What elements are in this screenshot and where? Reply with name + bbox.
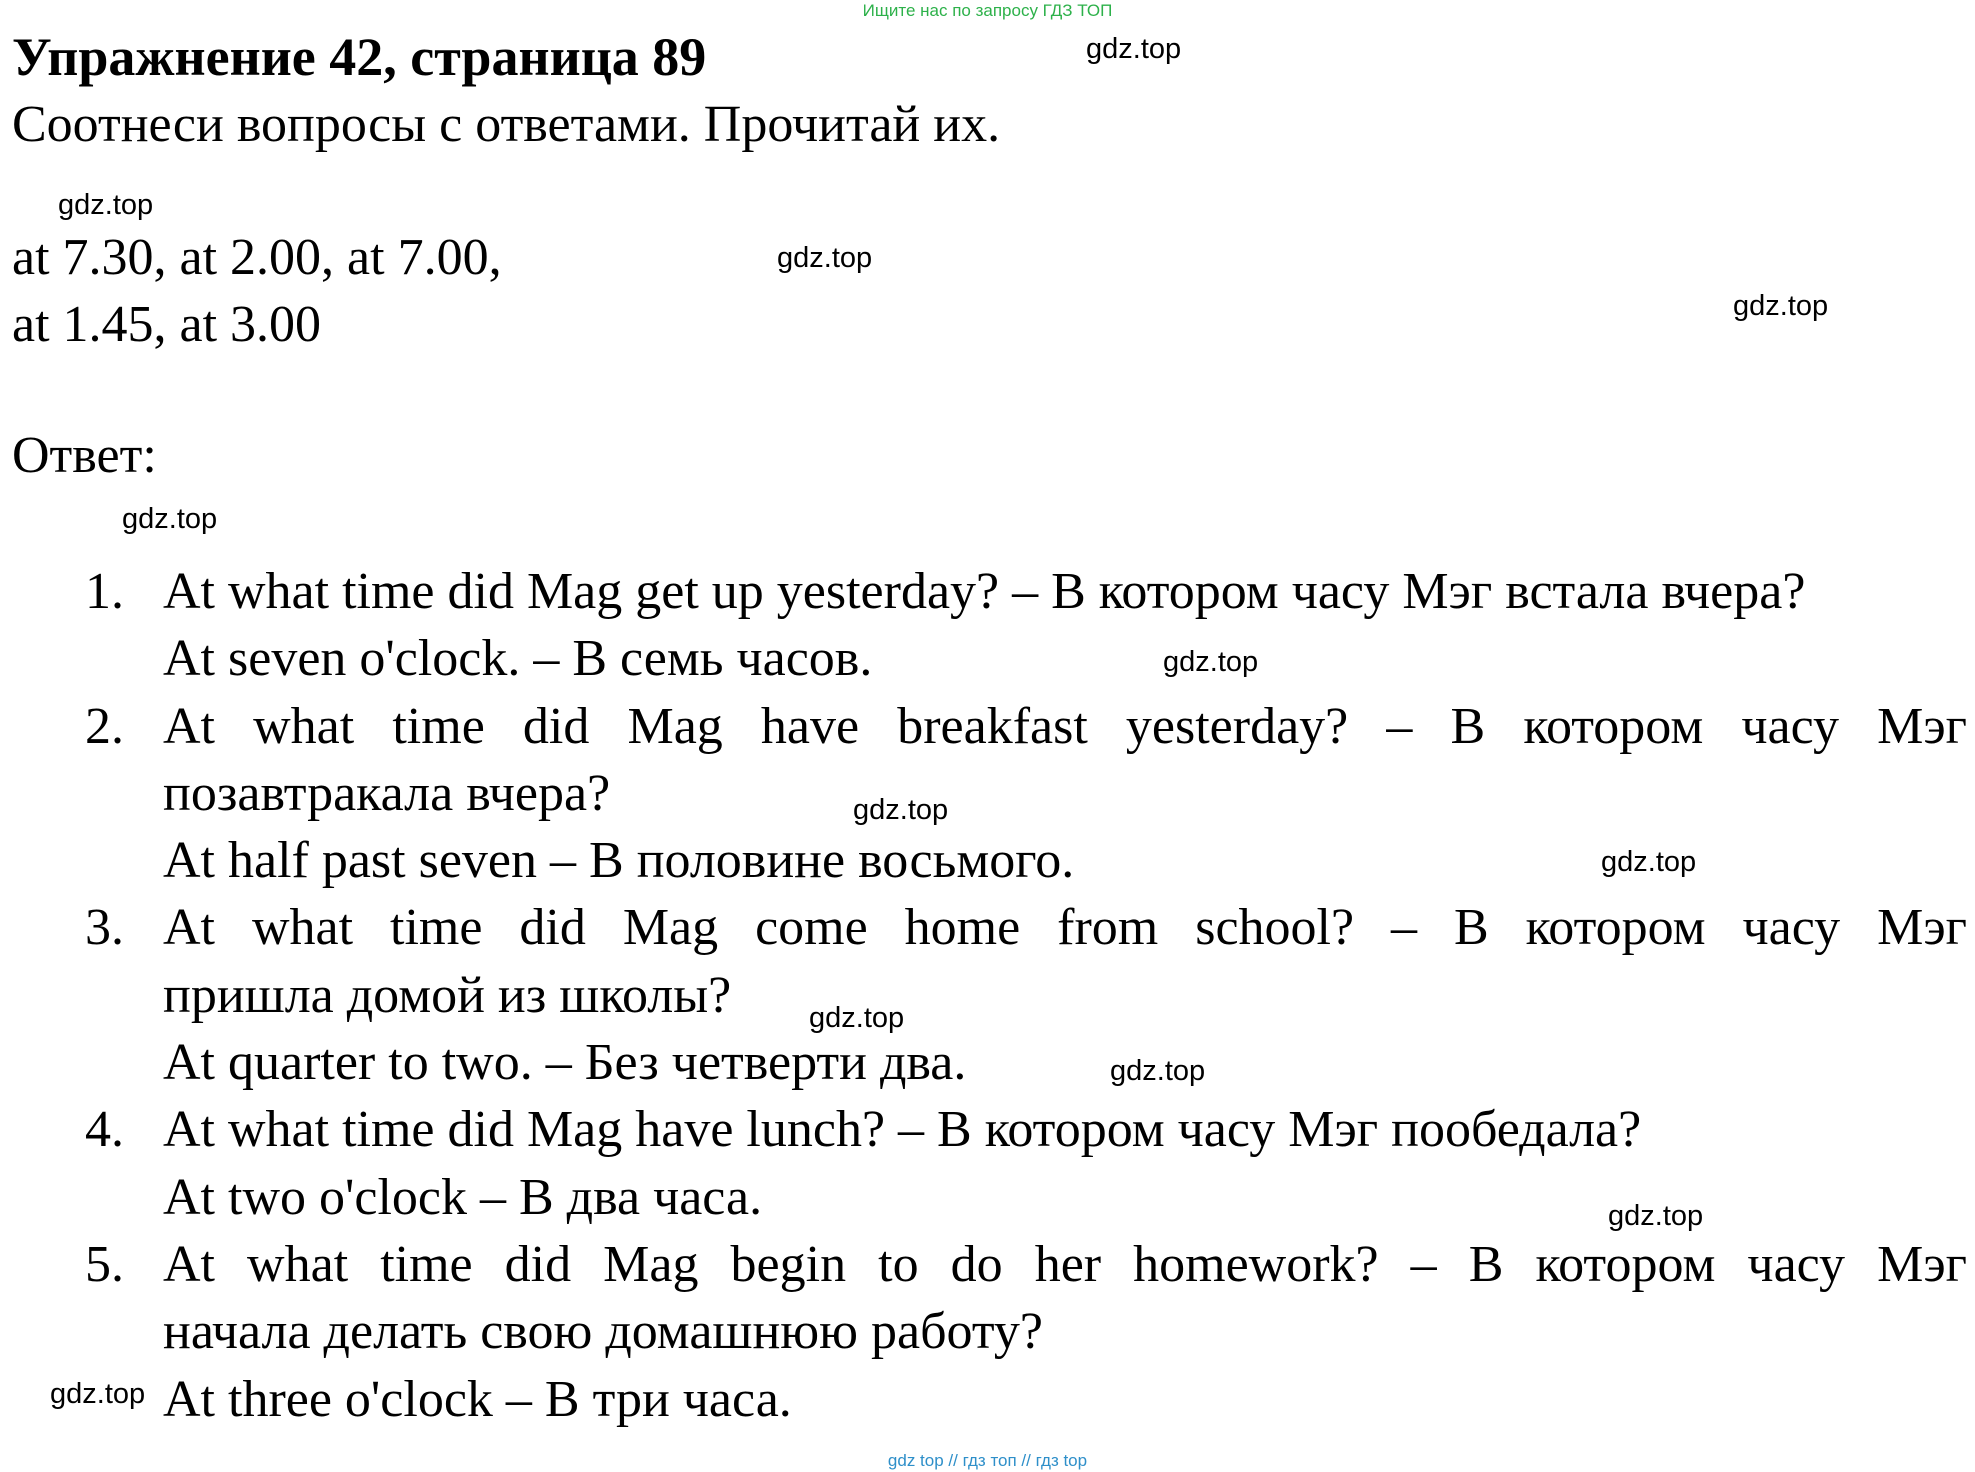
watermark: gdz.top — [122, 503, 218, 535]
answer-text: At seven o'clock. – В семь часов. — [163, 630, 873, 688]
answer-text: At two o'clock – В два часа. — [163, 1168, 763, 1226]
answer-label: Ответ: — [12, 427, 157, 484]
list-item-number: 2. — [85, 697, 124, 755]
list-item-1-question — [0, 558, 1975, 625]
question-text: At what time did Mag come home from school? – В котором часу Мэг — [163, 899, 1967, 957]
watermark: gdz.top — [809, 1002, 905, 1034]
answer-list — [0, 558, 1975, 1433]
question-text: At what time did Mag get up yesterday? – В котором часу Мэг встала вчера? — [163, 563, 1806, 620]
answer-text: At quarter to two. – Без четверти два. — [163, 1034, 967, 1092]
watermark: gdz.top — [1733, 290, 1829, 322]
question-text: At what time did Mag have lunch? – В котором часу Мэг пообедала? — [163, 1101, 1642, 1159]
list-item-number: 3. — [85, 899, 124, 957]
watermark: gdz.top — [50, 1378, 146, 1410]
list-item-2-question — [0, 693, 1975, 760]
list-item-4-question — [0, 1096, 1975, 1163]
list-item-5-question — [0, 1231, 1975, 1298]
list-item-3-question-cont — [0, 962, 1975, 1029]
watermark: gdz.top — [1086, 33, 1182, 65]
time-options-line-1: at 7.30, at 2.00, at 7.00, — [12, 229, 502, 286]
question-text-continued: пришла домой из школы? — [163, 966, 732, 1024]
watermark: gdz.top — [1601, 846, 1697, 878]
list-item-number: 5. — [85, 1235, 124, 1293]
question-text-continued: начала делать свою домашнюю работу? — [163, 1303, 1043, 1361]
question-text-continued: позавтракала вчера? — [163, 764, 611, 822]
footer-links[interactable]: gdz top // гдз топ // гдз top — [887, 1451, 1088, 1470]
watermark: gdz.top — [777, 242, 873, 274]
exercise-title: Упражнение 42, страница 89 — [12, 27, 707, 87]
time-options-line-2: at 1.45, at 3.00 — [12, 296, 322, 353]
list-item-number: 4. — [85, 1101, 124, 1159]
list-item-5-answer — [0, 1366, 1975, 1433]
watermark: gdz.top — [1110, 1055, 1206, 1087]
watermark: gdz.top — [853, 794, 949, 826]
list-item-3-question — [0, 894, 1975, 961]
watermark: gdz.top — [1163, 646, 1259, 678]
list-item-1-answer — [0, 625, 1975, 692]
answer-text: At three o'clock – В три часа. — [163, 1370, 792, 1428]
question-text: At what time did Mag have breakfast yesterday? – В котором часу Мэг — [163, 697, 1967, 755]
question-text: At what time did Mag begin to do her homework? – В котором часу Мэг — [163, 1235, 1967, 1293]
watermark: gdz.top — [58, 189, 154, 221]
exercise-instruction: Соотнеси вопросы с ответами. Прочитай их. — [12, 96, 1001, 153]
watermark: gdz.top — [1608, 1200, 1704, 1232]
list-item-5-question-cont — [0, 1298, 1975, 1365]
time-options — [12, 224, 502, 358]
top-banner-link[interactable]: Ищите нас по запросу ГДЗ ТОП — [862, 1, 1113, 20]
list-item-number: 1. — [85, 563, 124, 620]
list-item-3-answer — [0, 1029, 1975, 1096]
list-item-2-question-cont — [0, 760, 1975, 827]
answer-text: At half past seven – В половине восьмого. — [163, 832, 1075, 890]
